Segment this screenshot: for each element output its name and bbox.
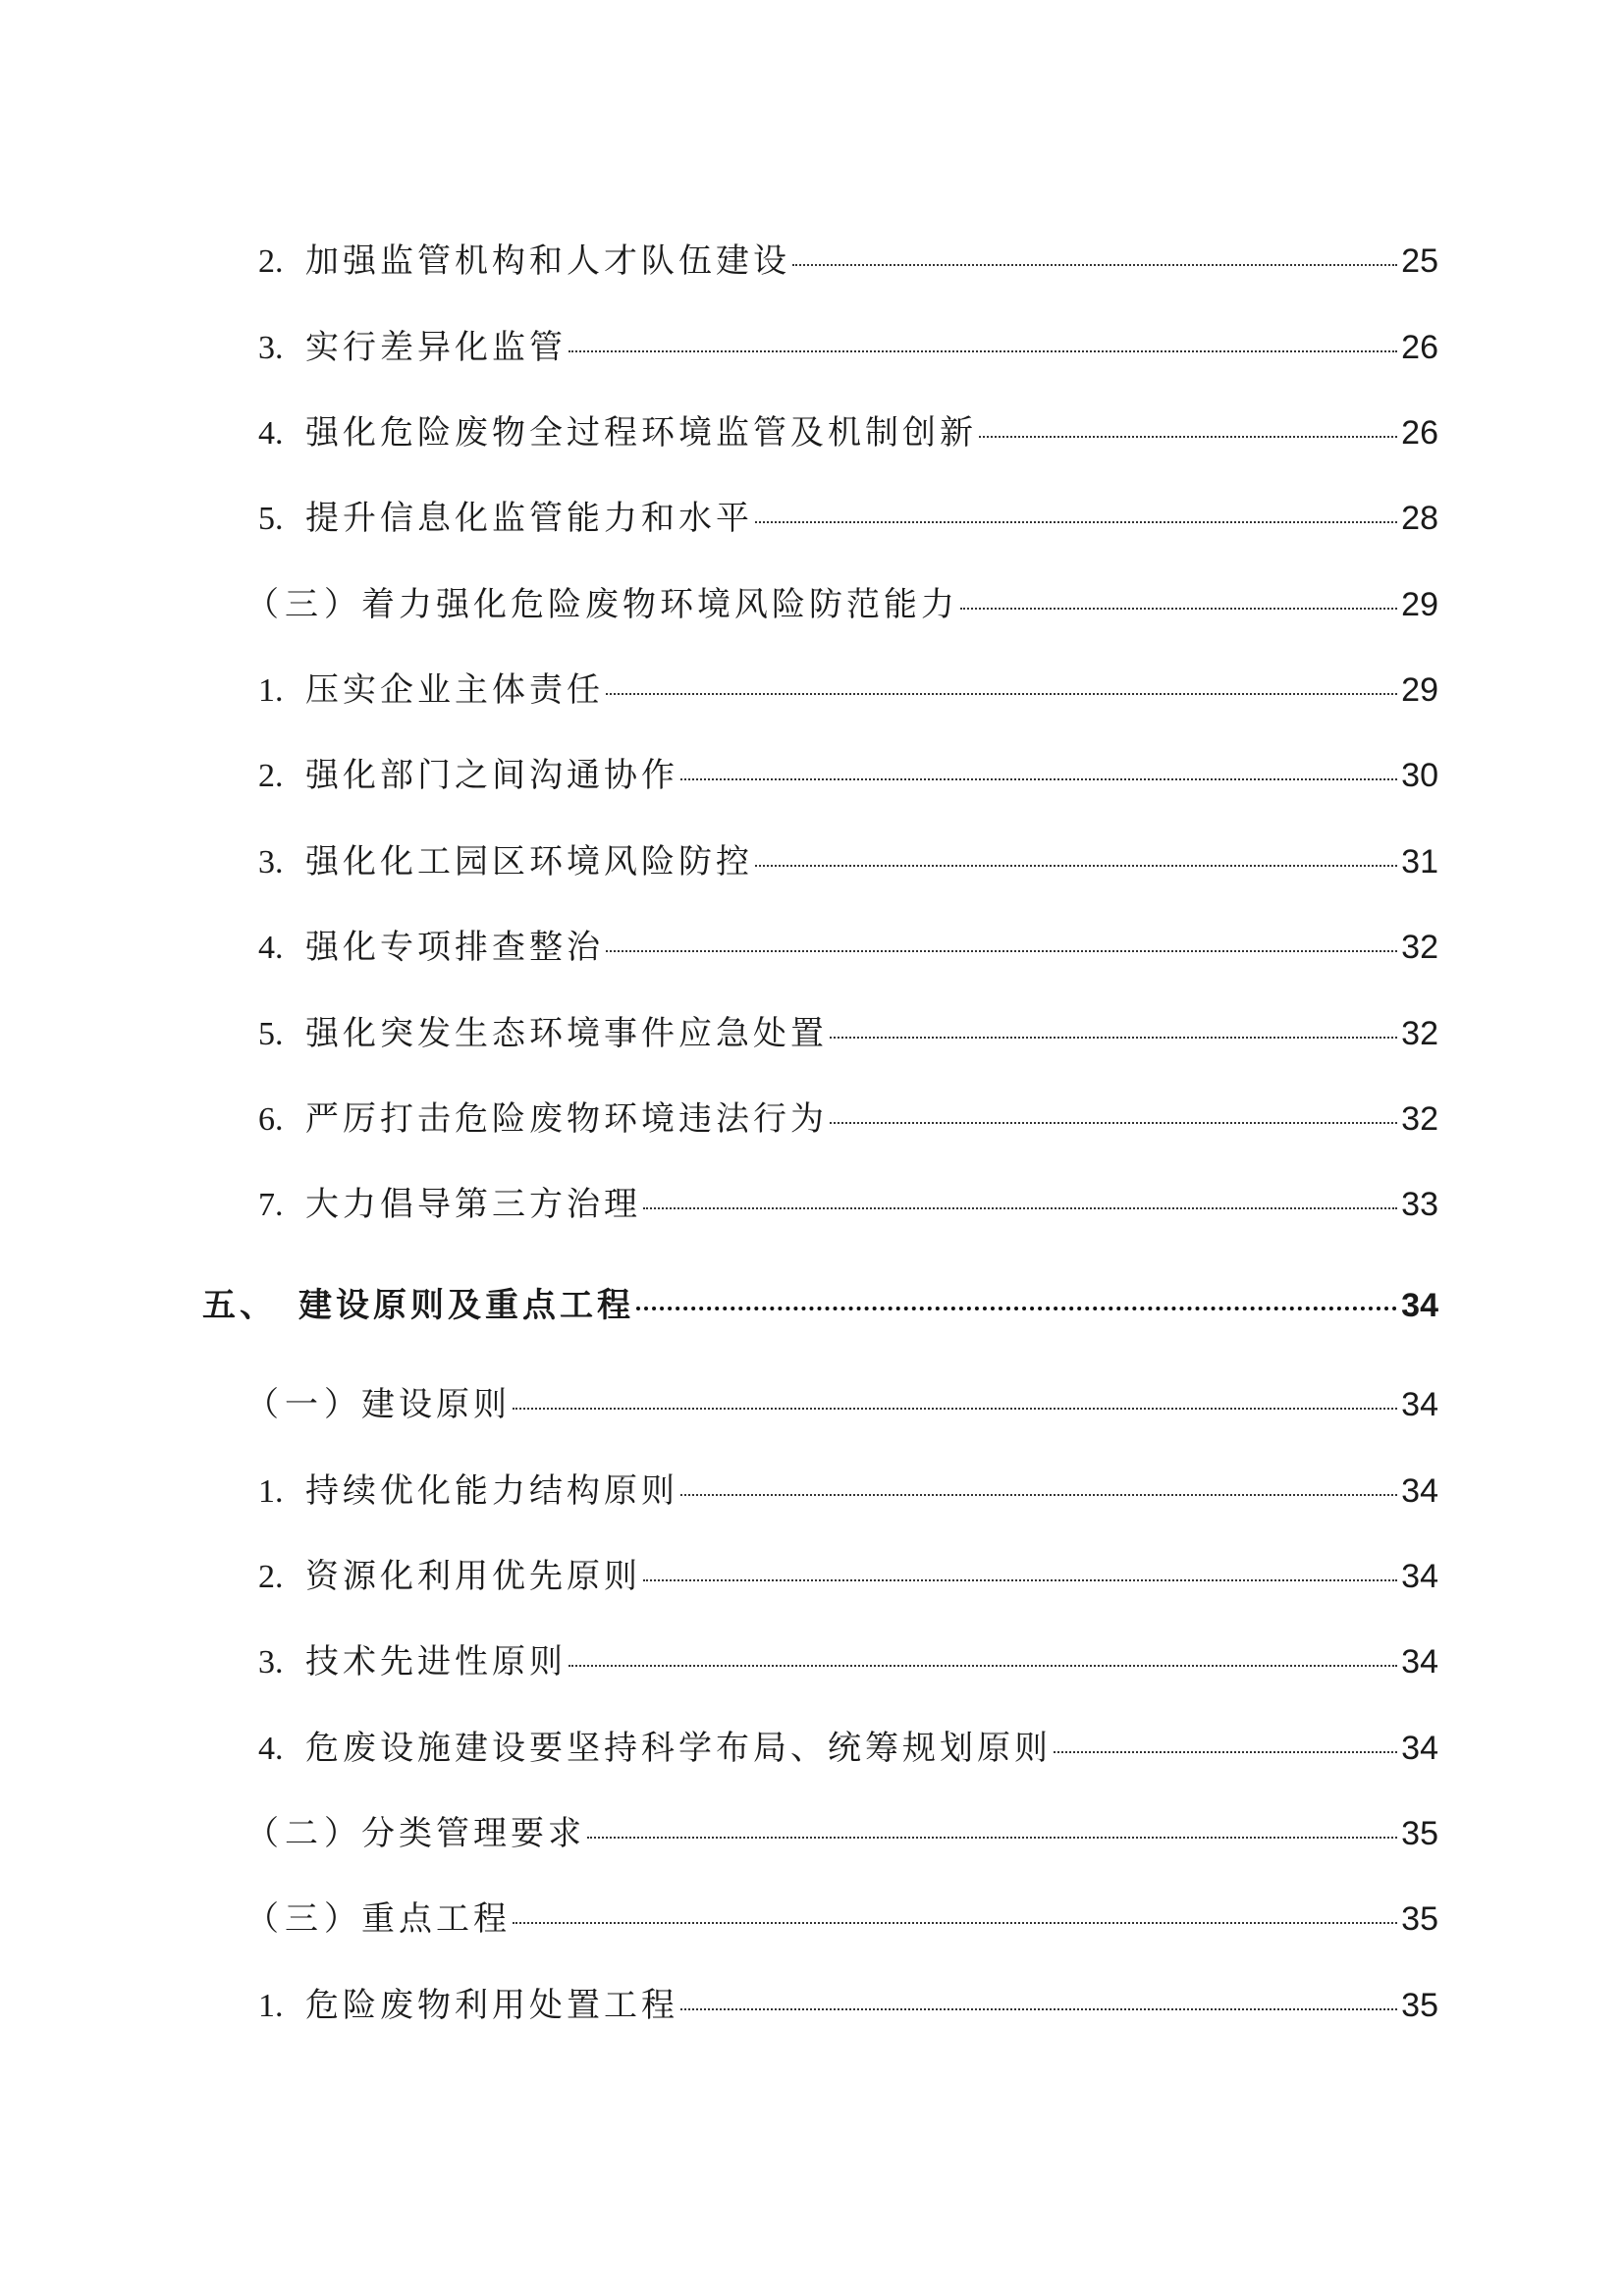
toc-entry-number: （三） <box>245 1899 363 1939</box>
toc-entry[interactable] <box>258 320 1438 368</box>
dot-leader <box>513 1922 1397 1924</box>
dot-leader <box>513 1408 1397 1410</box>
toc-entry-title: 提升信息化监管能力和水平 <box>305 499 753 538</box>
toc-entry-page: 26 <box>1401 329 1438 366</box>
dot-leader <box>680 1494 1397 1496</box>
toc-entry-number: 1. <box>258 1988 284 2024</box>
dot-leader <box>755 865 1397 867</box>
dot-leader <box>792 264 1397 266</box>
dot-leader <box>1054 1751 1397 1753</box>
toc-entry-title: 强化化工园区环境风险防控 <box>305 842 753 881</box>
toc-entry-page: 25 <box>1401 242 1438 280</box>
toc-entry-title: 危废设施建设要坚持科学布局、统筹规划原则 <box>305 1729 1052 1768</box>
toc-entry-title: 大力倡导第三方治理 <box>305 1185 641 1224</box>
toc-entry-page: 34 <box>1401 1643 1438 1681</box>
toc-entry[interactable] <box>245 1377 1438 1425</box>
toc-entry[interactable] <box>258 1006 1438 1054</box>
dot-leader <box>680 2008 1397 2010</box>
toc-entry-page: 35 <box>1401 1815 1438 1852</box>
dot-leader <box>606 950 1397 952</box>
toc-entry-title: 分类管理要求 <box>361 1814 585 1853</box>
toc-entry-number: 6. <box>258 1101 284 1138</box>
toc-entry-title: 资源化利用优先原则 <box>305 1557 641 1596</box>
toc-entry[interactable] <box>258 405 1438 454</box>
toc-entry[interactable] <box>258 1464 1438 1512</box>
toc-entry-title: 强化突发生态环境事件应急处置 <box>305 1014 828 1053</box>
toc-entry-title: 实行差异化监管 <box>305 328 567 367</box>
toc-entry-page: 29 <box>1401 671 1438 709</box>
toc-entry[interactable] <box>245 1806 1438 1854</box>
dot-leader <box>680 778 1397 780</box>
dot-leader <box>636 1307 1397 1310</box>
toc-entry-number: 4. <box>258 415 284 452</box>
toc-entry-title: 着力强化危险废物环境风险防范能力 <box>361 585 958 624</box>
toc-entry[interactable] <box>258 491 1438 539</box>
toc-entry-number: 1. <box>258 1473 284 1510</box>
toc-entry-number: 3. <box>258 1644 284 1681</box>
toc-entry-title: 危险废物利用处置工程 <box>305 1986 678 2025</box>
toc-entry-page: 30 <box>1401 757 1438 794</box>
toc-entry-number: 五、 <box>202 1286 277 1325</box>
toc-entry-number: 4. <box>258 1731 284 1767</box>
toc-entry-page: 26 <box>1401 414 1438 452</box>
toc-entry[interactable] <box>258 663 1438 711</box>
toc-entry[interactable] <box>258 1634 1438 1682</box>
dot-leader <box>830 1037 1397 1039</box>
toc-entry-page: 32 <box>1401 1100 1438 1138</box>
toc-entry-number: 3. <box>258 844 284 881</box>
toc-entry-title: 压实企业主体责任 <box>305 670 604 710</box>
toc-entry-page: 34 <box>1401 1730 1438 1767</box>
toc-entry-page: 32 <box>1401 1015 1438 1052</box>
dot-leader <box>979 436 1397 438</box>
toc-entry[interactable] <box>258 1092 1438 1140</box>
toc-entry-number: 2. <box>258 243 284 280</box>
toc-entry-page: 34 <box>1401 1287 1438 1324</box>
toc-entry[interactable] <box>258 920 1438 968</box>
toc-entry-number: 4. <box>258 930 284 966</box>
dot-leader <box>568 350 1397 352</box>
toc-entry-page: 34 <box>1401 1472 1438 1510</box>
toc-entry[interactable] <box>258 1177 1438 1225</box>
toc-entry-title: 技术先进性原则 <box>305 1642 567 1682</box>
toc-entry-number: 7. <box>258 1187 284 1223</box>
toc-entry-title: 强化危险废物全过程环境监管及机制创新 <box>305 413 977 453</box>
dot-leader <box>643 1579 1397 1581</box>
toc-entry-title: 强化专项排查整治 <box>305 928 604 967</box>
toc-entry-page: 28 <box>1401 500 1438 537</box>
toc-entry-page: 35 <box>1401 1987 1438 2024</box>
toc-entry-title: 持续优化能力结构原则 <box>305 1471 678 1511</box>
toc-entry-number: 2. <box>258 758 284 794</box>
toc-entry-number: 5. <box>258 1016 284 1052</box>
dot-leader <box>606 693 1397 695</box>
toc-entry-number: （一） <box>245 1385 363 1424</box>
dot-leader <box>568 1665 1397 1667</box>
toc-entry[interactable] <box>258 1978 1438 2026</box>
toc-entry-title: 严厉打击危险废物环境违法行为 <box>305 1099 828 1139</box>
toc-entry-title: 建设原则及重点工程 <box>298 1286 634 1325</box>
toc-entry[interactable] <box>258 1721 1438 1769</box>
toc-entry[interactable] <box>258 748 1438 796</box>
toc-entry-number: 2. <box>258 1559 284 1595</box>
toc-entry-title: 建设原则 <box>361 1385 511 1424</box>
toc-entry[interactable] <box>258 1549 1438 1597</box>
toc-entry-number: （三） <box>245 585 363 624</box>
toc-entry-page: 34 <box>1401 1558 1438 1595</box>
dot-leader <box>830 1122 1397 1124</box>
toc-entry-number: 1. <box>258 672 284 709</box>
toc-entry-page: 33 <box>1401 1186 1438 1223</box>
toc-entry-page: 34 <box>1401 1386 1438 1423</box>
toc-chapter-entry[interactable] <box>202 1278 1438 1326</box>
toc-entry-number: 3. <box>258 330 284 366</box>
toc-entry[interactable] <box>258 234 1438 282</box>
toc-entry[interactable] <box>245 577 1438 625</box>
dot-leader <box>643 1207 1397 1209</box>
dot-leader <box>755 521 1397 523</box>
toc-entry-number: 5. <box>258 501 284 537</box>
toc-entry-page: 32 <box>1401 929 1438 966</box>
toc-entry-title: 强化部门之间沟通协作 <box>305 756 678 795</box>
toc-entry[interactable] <box>245 1892 1438 1940</box>
toc-entry-title: 重点工程 <box>361 1899 511 1939</box>
toc-entry[interactable] <box>258 834 1438 882</box>
toc-entry-page: 35 <box>1401 1900 1438 1938</box>
dot-leader <box>587 1837 1397 1839</box>
toc-entry-number: （二） <box>245 1814 363 1853</box>
toc-entry-page: 31 <box>1401 843 1438 881</box>
toc-entry-page: 29 <box>1401 586 1438 623</box>
toc-entry-title: 加强监管机构和人才队伍建设 <box>305 241 790 281</box>
dot-leader <box>960 608 1397 610</box>
